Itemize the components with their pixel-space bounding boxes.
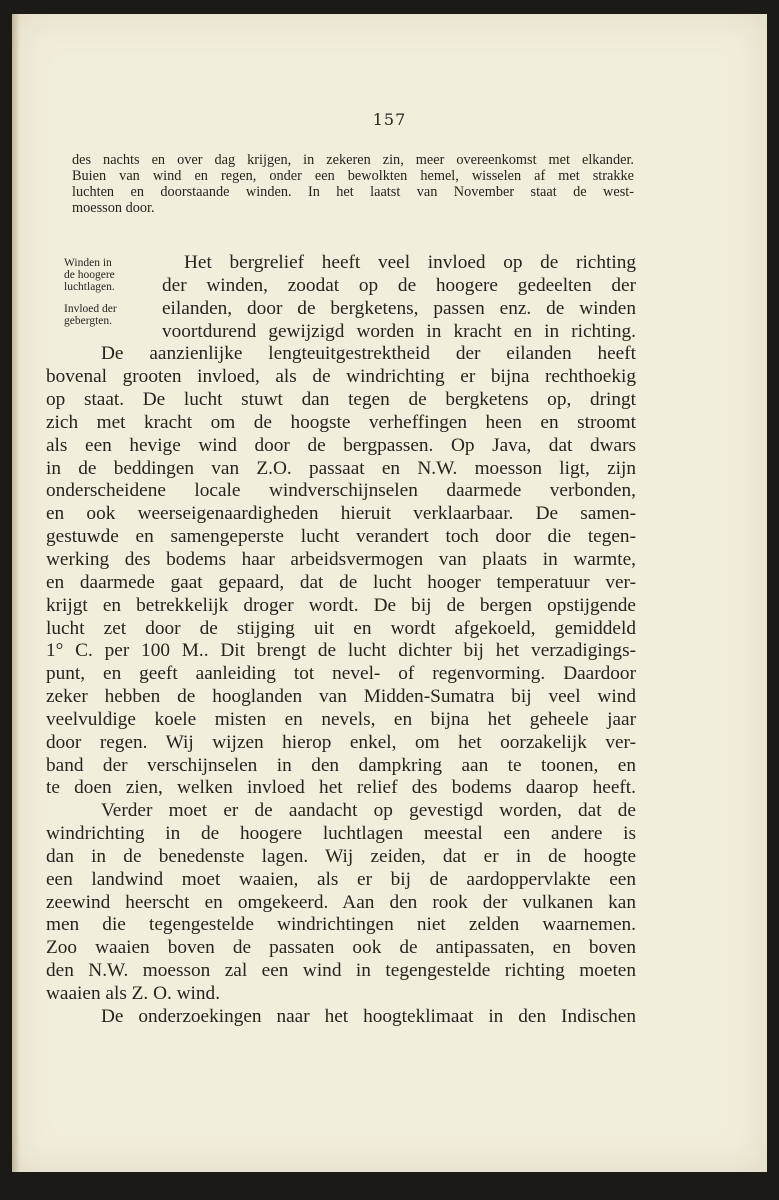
page-number: 157 — [372, 110, 407, 129]
intro-paragraph — [72, 152, 634, 216]
margin-note-line: Winden in — [64, 257, 112, 269]
text-line: dan in de benedenste lagen. Wij zeiden, dat er in de hoogte — [46, 845, 636, 867]
main-text — [46, 252, 636, 1029]
margin-note-line: de hoogere — [64, 269, 115, 281]
text-line: door regen. Wij wijzen hierop enkel, om het oorzakelijk ver- — [46, 731, 636, 753]
text-line: Het bergrelief heeft veel invloed op de richting — [184, 252, 636, 273]
book-page — [12, 14, 767, 1172]
text-line: des nachts en over dag krijgen, in zekeren zin, meer overeenkomst met elkander. — [72, 152, 634, 168]
text-line: onderscheidene locale windverschijnselen daarmede verbonden, — [46, 480, 636, 502]
text-line: zeker hebben de hooglanden van Midden-Sumatra bij veel wind — [46, 686, 636, 708]
text-line: eilanden, door de bergketens, passen enz. de winden — [162, 297, 636, 319]
text-line: te doen zien, welken invloed het relief des bodems daarop heeft. — [46, 777, 636, 799]
text-line: gestuwde en samengeperste lucht verandert toch door die tegen- — [46, 526, 636, 548]
text-line: moesson door. — [72, 200, 155, 216]
text-line: De onderzoekingen naar het hoogteklimaat in den Indischen — [101, 1005, 636, 1027]
text-line: bovenal grooten invloed, als de windrichting er bijna rechthoekig — [46, 366, 636, 388]
text-line: men die tegengestelde windrichtingen niet zelden waarnemen. — [46, 914, 636, 936]
text-line: op staat. De lucht stuwt dan tegen de bergketens op, dringt — [46, 389, 636, 411]
page-edge-shadow — [12, 14, 20, 1172]
text-line: krijgt en betrekkelijk droger wordt. De bij de bergen opstijgende — [46, 594, 636, 616]
text-line: Buien van wind en regen, onder een bewolkten hemel, wisselen af met strakke — [72, 168, 634, 184]
margin-note-line: Invloed der — [64, 303, 117, 315]
text-line: en daarmede gaat gepaard, dat de lucht hooger temperatuur ver- — [46, 571, 636, 593]
text-line: punt, en geeft aanleiding tot nevel- of regenvorming. Daardoor — [46, 663, 636, 685]
margin-note-line: gebergten. — [64, 315, 113, 327]
text-line: waaien als Z. O. wind. — [46, 983, 221, 1004]
text-line: zich met kracht om de hoogste verheffingen heen en stroomt — [46, 411, 636, 433]
text-line: band der verschijnselen in den dampkring aan te toonen, en — [46, 754, 636, 776]
text-line: der winden, zoodat op de hoogere gedeelten der — [162, 274, 636, 296]
text-line: Zoo waaien boven de passaten ook de antipassaten, en boven — [46, 937, 636, 959]
text-line: lucht zet door de stijging uit en wordt afgekoeld, gemiddeld — [46, 617, 636, 639]
text-line: en ook weerseigenaardigheden hieruit verklaarbaar. De samen- — [46, 503, 636, 525]
text-line: in de beddingen van Z.O. passaat en N.W. moesson ligt, zijn — [46, 457, 636, 479]
text-line: als een hevige wind door de bergpassen. Op Java, dat dwars — [46, 434, 636, 456]
text-line: werking des bodems haar arbeidsvermogen van plaats in warmte, — [46, 548, 636, 570]
text-line: den N.W. moesson zal een wind in tegengestelde richting moeten — [46, 960, 636, 982]
margin-note-line: luchtlagen. — [64, 281, 115, 293]
text-line: zeewind heerscht en omgekeerd. Aan den rook der vulkanen kan — [46, 891, 636, 913]
text-line: luchten en doorstaande winden. In het laatst van November staat de west- — [72, 184, 634, 200]
text-line: De aanzienlijke lengteuitgestrektheid der eilanden heeft — [101, 343, 636, 365]
text-line: veelvuldige koele misten en nevels, en bijna het geheele jaar — [46, 708, 636, 730]
text-line: Verder moet er de aandacht op gevestigd worden, dat de — [101, 800, 636, 822]
text-line: 1° C. per 100 M.. Dit brengt de lucht dichter bij het verzadigings- — [46, 640, 636, 662]
text-line: een landwind moet waaien, als er bij de aardoppervlakte een — [46, 868, 636, 890]
text-line: voortdurend gewijzigd worden in kracht en in richting. — [162, 320, 636, 342]
text-line: windrichting in de hoogere luchtlagen meestal een andere is — [46, 823, 636, 845]
